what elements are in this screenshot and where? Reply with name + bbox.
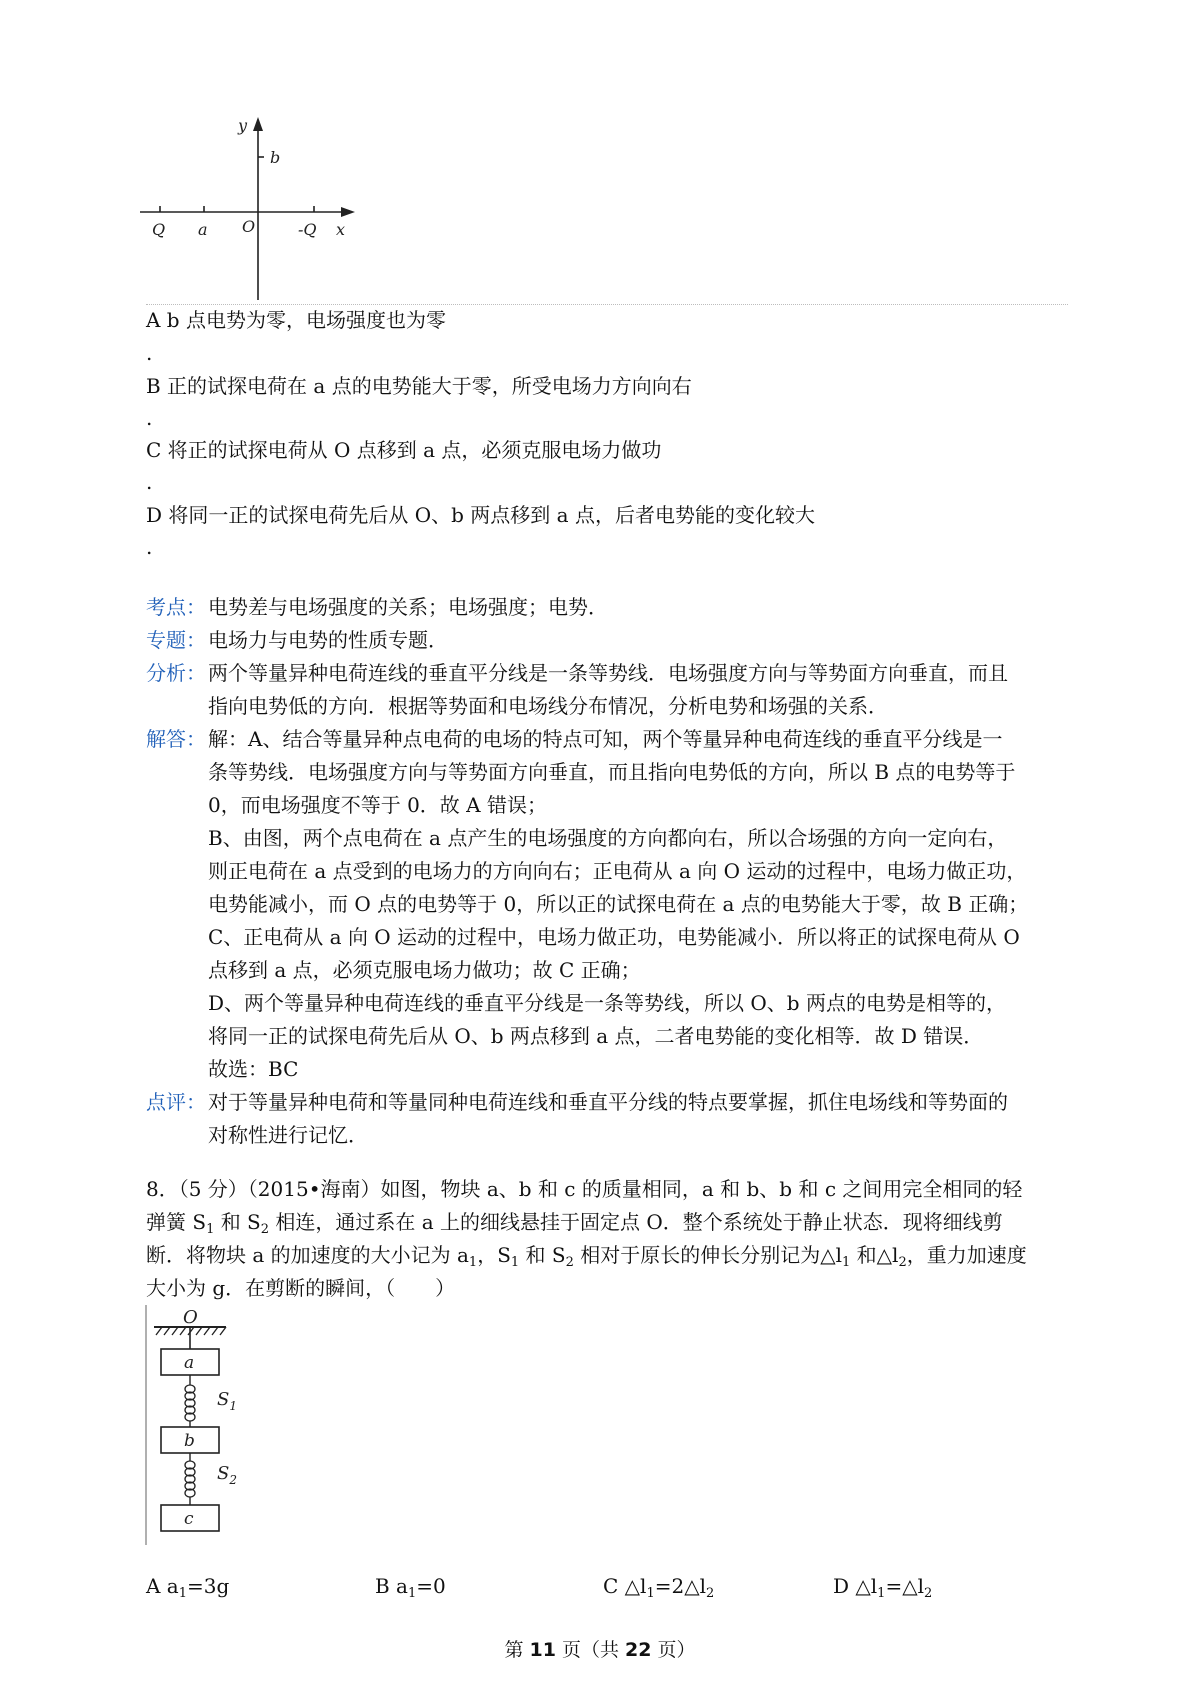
- q7-option-d: D 将同一正的试探电荷先后从 O、b 两点移到 a 点，后者电势能的变化较大: [146, 503, 815, 527]
- jieda-line: B、由图，两个点电荷在 a 点产生的电场强度的方向都向右，所以合场强的方向一定向右，: [208, 826, 1008, 850]
- jieda-line: 将同一正的试探电荷先后从 O、b 两点移到 a 点，二者电势能的变化相等．故 D 错误．: [208, 1024, 984, 1048]
- q7-option-d-dot: .: [146, 535, 153, 559]
- total-pages: 22: [625, 1639, 652, 1661]
- zhuanti-text: 电场力与电势的性质专题．: [208, 628, 448, 652]
- q8-option-c: C $\triangle l_1=2\triangle l_2$: [603, 1574, 715, 1601]
- q8-option-d: D $\triangle l_1=\triangle l_2$: [833, 1574, 933, 1601]
- page-footer: 第 11 页（共 22 页）: [504, 1639, 696, 1661]
- point-a-label: a: [198, 220, 208, 239]
- jieda-label: 解答：: [146, 727, 206, 751]
- q8-option-b: B $a_1=0$: [375, 1574, 446, 1601]
- y-axis-label: y: [238, 116, 248, 135]
- jieda-line: C、正电荷从 a 向 O 运动的过程中，电场力做正功，电势能减小．所以将正的试探电荷从 O: [208, 925, 1020, 949]
- spring-s1-label: $S_1$: [217, 1389, 237, 1413]
- jieda-line: 解：A、结合等量异种点电荷的电场的特点可知，两个等量异种电荷连线的垂直平分线是一: [208, 727, 1003, 751]
- q7-option-b-dot: .: [146, 406, 153, 430]
- dotted-divider: [146, 304, 1068, 305]
- kaodian-text: 电势差与电场强度的关系；电场强度；电势．: [208, 595, 608, 619]
- jieda-answer: 故选：BC: [208, 1057, 299, 1081]
- q7-option-b: B 正的试探电荷在 a 点的电势能大于零，所受电场力方向向右: [146, 374, 692, 398]
- jieda-line: 条等势线．电场强度方向与等势面方向垂直，而且指向电势低的方向，所以 B 点的电势等于: [208, 760, 1016, 784]
- block-b-label: b: [184, 1431, 195, 1451]
- fixed-point-o-label: O: [183, 1307, 198, 1328]
- dianping-label: 点评：: [146, 1090, 206, 1114]
- point-b-label: b: [270, 148, 281, 167]
- x-axis-label: x: [336, 220, 346, 239]
- kaodian-label: 考点：: [146, 595, 206, 619]
- fenxi-label: 分析：: [146, 661, 206, 685]
- jieda-line: 0，而电场强度不等于 0．故 A 错误；: [208, 793, 547, 817]
- origin-o-label: O: [242, 217, 256, 236]
- current-page-number: 11: [529, 1639, 556, 1661]
- fenxi-line: 两个等量异种电荷连线的垂直平分线是一条等势线．电场强度方向与等势面方向垂直，而且: [208, 661, 1008, 685]
- fenxi-line: 指向电势低的方向．根据等势面和电场线分布情况，分析电势和场强的关系．: [208, 694, 888, 718]
- block-c-label: c: [184, 1509, 194, 1529]
- dianping-line: 对称性进行记忆．: [208, 1123, 368, 1147]
- jieda-line: 则正电荷在 a 点受到的电场力的方向向右；正电荷从 a 向 O 运动的过程中，电场力做正功，: [208, 859, 1027, 883]
- q7-option-c: C 将正的试探电荷从 O 点移到 a 点，必须克服电场力做功: [146, 438, 662, 462]
- q8-stem-line4: 大小为 g．在剪断的瞬间，（ ）: [146, 1276, 456, 1300]
- q8-stem-line3: 断．将物块 a 的加速度的大小记为 $a_1$，$S_1$ 和 $S_2$ 相对于原长的伸长分别记为$\triangle l_1$ 和$\triangle l_2$，重力加速度: [146, 1243, 1027, 1270]
- q8-option-a: A $a_1=3g$: [146, 1574, 230, 1601]
- q7-option-c-dot: .: [146, 470, 153, 494]
- q7-option-a: A b 点电势为零，电场强度也为零: [146, 308, 446, 332]
- charge-axes-figure: [140, 115, 380, 305]
- jieda-line: D、两个等量异种电荷连线的垂直平分线是一条等势线，所以 O、b 两点的电势是相等的，: [208, 991, 1006, 1015]
- q8-stem-line2: 弹簧 $S_1$ 和 $S_2$ 相连，通过系在 a 上的细线悬挂于固定点 O．整个系统处于静止状态．现将细线剪: [146, 1210, 1003, 1237]
- zhuanti-label: 专题：: [146, 628, 206, 652]
- block-a-label: a: [184, 1353, 195, 1373]
- jieda-line: 点移到 a 点，必须克服电场力做功；故 C 正确；: [208, 958, 641, 982]
- dianping-line: 对于等量异种电荷和等量同种电荷连线和垂直平分线的特点要掌握，抓住电场线和等势面的: [208, 1090, 1008, 1114]
- charge-neg-q-label: -Q: [298, 220, 317, 239]
- charge-q-label: Q: [152, 220, 166, 239]
- spring-block-figure: [140, 1305, 270, 1545]
- jieda-line: 电势能减小，而 O 点的电势等于 0，所以正的试探电荷在 a 点的电势能大于零，故 B 正确；: [208, 892, 1029, 916]
- spring-s2-label: $S_2$: [217, 1463, 237, 1487]
- q7-option-a-dot: .: [146, 341, 153, 365]
- q8-stem-line1: 8．（5 分）（2015•海南）如图，物块 a、b 和 c 的质量相同，a 和 b、b 和 c 之间用完全相同的轻: [146, 1177, 1023, 1201]
